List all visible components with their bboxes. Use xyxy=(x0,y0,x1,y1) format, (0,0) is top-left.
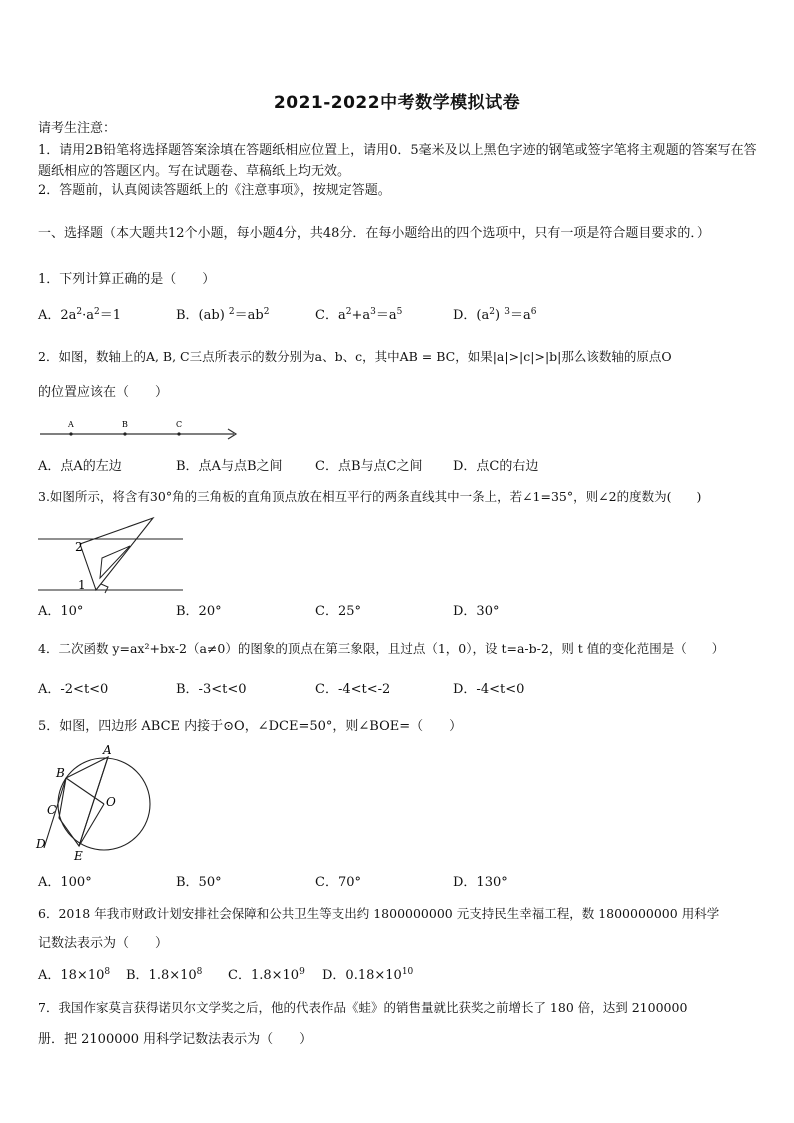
q1-a-part: A．2a xyxy=(38,308,77,323)
q6-b-exp: 8 xyxy=(196,967,203,977)
notice-item-2: 2．答题前，认真阅读答题纸上的《注意事项》，按规定答题。 xyxy=(38,183,391,198)
q2-option-d[interactable]: D．点C的右边 xyxy=(453,459,539,474)
q4-option-c[interactable]: C．-4<t<-2 xyxy=(315,682,391,697)
q1-b-exp: 2 xyxy=(263,307,270,317)
point-b-label: B xyxy=(122,420,128,429)
q4-option-b[interactable]: B．-3<t<0 xyxy=(176,682,247,697)
q1-b-part: B．(ab) xyxy=(176,308,229,323)
chord-ae xyxy=(79,757,108,846)
q1-d-part: ＝a xyxy=(509,308,531,323)
q1-option-a[interactable] xyxy=(38,307,121,325)
q3-option-d[interactable]: D．30° xyxy=(453,604,500,619)
number-line-svg xyxy=(38,416,242,442)
q6-c-base: C．1.8×10 xyxy=(228,968,300,983)
notice-heading: 请考生注意： xyxy=(38,121,117,136)
label-d: D xyxy=(36,837,46,851)
q1-d-part: D．(a xyxy=(453,308,490,323)
q6-stem-line2: 记数法表示为（ ） xyxy=(38,936,169,951)
q1-option-b[interactable] xyxy=(176,307,269,325)
q7-stem-line1: 7．我国作家莫言获得诺贝尔文学奖之后，他的代表作品《蛙》的销售量就比获奖之前增长了 180 倍，达到 2100000 xyxy=(38,1000,688,1015)
q6-d-base: D．0.18×10 xyxy=(322,968,402,983)
q6-d-exp: 10 xyxy=(401,967,414,977)
q1-b-exp: 2 xyxy=(228,307,235,317)
label-o: O xyxy=(106,795,116,809)
segment-eo xyxy=(79,804,104,846)
q6-a-base: A．18×10 xyxy=(38,968,105,983)
q3-stem: 3.如图所示，将含有30°角的三角板的直角顶点放在相互平行的两条直线其中一条上，若∠1=35°，则∠2的度数为( ) xyxy=(38,489,702,504)
q1-a-part: ＝1 xyxy=(99,308,122,323)
q2-option-a[interactable]: A．点A的左边 xyxy=(38,459,122,474)
page-title: 2021-2022中考数学模拟试卷 xyxy=(273,93,521,113)
q6-a-exp: 8 xyxy=(104,967,111,977)
q5-option-a[interactable]: A．100° xyxy=(38,875,92,890)
point-a-dot xyxy=(69,432,72,435)
triangle-outer xyxy=(80,518,153,590)
q1-c-part: ＝a xyxy=(375,308,397,323)
segment-bo xyxy=(66,778,104,804)
q1-c-part: C．a xyxy=(315,308,346,323)
q1-a-exp: 2 xyxy=(76,307,83,317)
q1-d-exp: 6 xyxy=(530,307,537,317)
notice-item-1: 1．请用2B铅笔将选择题答案涂填在答题纸相应位置上，请用0．5毫米及以上黑色字迹的钢笔或签字笔将主观题的答案写在答题纸相应的答题区内。写在试题卷、草稿纸上均无效。 xyxy=(38,143,757,179)
q6-option-c[interactable] xyxy=(228,967,305,985)
point-c-dot xyxy=(177,432,180,435)
q3-triangle-figure xyxy=(38,514,183,598)
angle-2-label: 2 xyxy=(75,540,83,554)
q1-option-d[interactable] xyxy=(453,307,536,325)
section-heading: 一、选择题（本大题共12个小题，每小题4分，共48分．在每小题给出的四个选项中，只有一项是符合题目要求的．） xyxy=(38,226,710,241)
q6-option-a[interactable] xyxy=(38,967,110,985)
q6-option-d[interactable] xyxy=(322,967,413,985)
q1-b-part: ＝ab xyxy=(234,308,264,323)
label-b: B xyxy=(56,766,65,780)
point-a-label: A xyxy=(68,420,74,429)
q5-option-d[interactable]: D．130° xyxy=(453,875,508,890)
q1-d-exp: 2 xyxy=(489,307,495,317)
q2-number-line-figure xyxy=(38,416,242,446)
right-angle-mark xyxy=(101,584,108,593)
point-c-label: C xyxy=(176,420,183,429)
q7-stem-line2: 册．把 2100000 用科学记数法表示为（ ） xyxy=(38,1032,313,1047)
point-b-dot xyxy=(123,432,126,435)
angle-1-label: 1 xyxy=(78,578,86,592)
q4-option-a[interactable]: A．-2<t<0 xyxy=(38,682,109,697)
q1-c-exp: 5 xyxy=(396,307,403,317)
q5-option-b[interactable]: B．50° xyxy=(176,875,222,890)
q1-c-exp: 3 xyxy=(370,307,376,317)
q6-stem-line1: 6．2018 年我市财政计划安排社会保障和公共卫生等支出约 1800000000 元支持民生幸福工程，数 1800000000 用科学 xyxy=(38,906,720,921)
q6-c-exp: 9 xyxy=(299,967,305,977)
circle-svg xyxy=(34,742,156,864)
q1-a-exp: 2 xyxy=(94,307,100,317)
triangle-inner xyxy=(100,546,130,578)
q5-circle-figure xyxy=(34,742,156,868)
q1-stem: 1．下列计算正确的是（ ） xyxy=(38,272,216,287)
label-a: A xyxy=(103,743,112,757)
label-c: C xyxy=(47,803,57,817)
q2-option-c[interactable]: C．点B与点C之间 xyxy=(315,459,423,474)
q5-option-c[interactable]: C．70° xyxy=(315,875,361,890)
q1-a-part: ·a xyxy=(82,308,95,323)
q4-option-d[interactable]: D．-4<t<0 xyxy=(453,682,525,697)
triangle-svg xyxy=(38,514,183,594)
q3-option-c[interactable]: C．25° xyxy=(315,604,361,619)
q2-option-b[interactable]: B．点A与点B之间 xyxy=(176,459,283,474)
q6-option-b[interactable] xyxy=(126,967,202,985)
q1-option-c[interactable] xyxy=(315,307,402,325)
q1-c-part: +a xyxy=(351,308,371,323)
q3-option-a[interactable]: A．10° xyxy=(38,604,84,619)
q1-d-part: ) xyxy=(494,308,505,323)
q2-stem-line2: 的位置应该在（ ） xyxy=(38,385,169,400)
q1-d-exp: 3 xyxy=(504,307,510,317)
label-e: E xyxy=(74,849,83,863)
q6-b-base: B．1.8×10 xyxy=(126,968,197,983)
q4-stem: 4．二次函数 y=ax²+bx-2（a≠0）的图象的顶点在第三象限，且过点（1，0），设 t=a-b-2，则 t 值的变化范围是（ ） xyxy=(38,641,725,656)
q2-stem-line1: 2．如图，数轴上的A, B, C三点所表示的数分别为a、b、c，其中AB = BC，如果|a|>|c|>|b|那么该数轴的原点O xyxy=(38,349,672,364)
q5-stem: 5．如图，四边形 ABCE 内接于⊙O，∠DCE=50°，则∠BOE=（ ） xyxy=(38,719,463,734)
q1-c-exp: 2 xyxy=(345,307,352,317)
q3-option-b[interactable]: B．20° xyxy=(176,604,222,619)
